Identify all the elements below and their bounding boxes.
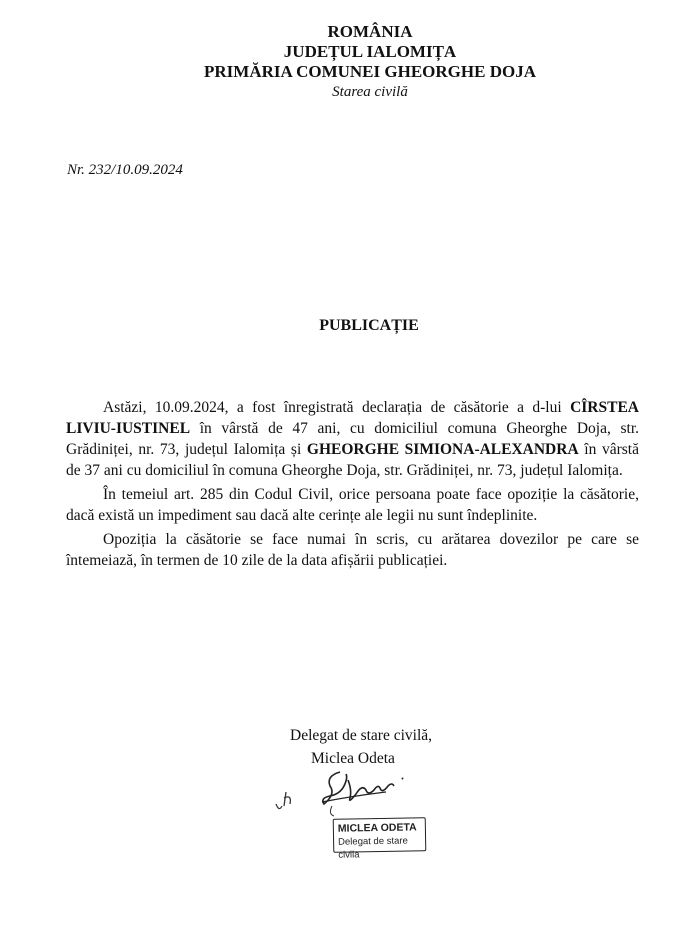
stamp-role: Delegat de stare civila (338, 835, 408, 861)
document-body (66, 397, 639, 574)
document-number: Nr. 232/10.09.2024 (67, 162, 183, 178)
paragraph-declaration (66, 397, 639, 481)
paragraph-legal-basis: În temeiul art. 285 din Codul Civil, orice persoana poate face opoziție la căsătorie, dacă există un impediment sau dacă alte cerințe ale legii nu sunt îndeplinite. (66, 486, 639, 524)
paragraph-opposition: Opoziția la căsătorie se face numai în scris, cu arătarea dovezilor pe care se întemeiază, în termen de 10 zile de la data afișării publicației. (66, 531, 639, 569)
bride-details: în vârstă de 37 ani cu domiciliul în comuna Gheorghe Doja, str. Grădiniței, nr. 73, județul Ialomița. (66, 441, 639, 479)
signatory-name: Miclea Odeta (311, 750, 395, 767)
header-department: Starea civilă (332, 84, 408, 100)
header-country: ROMÂNIA (327, 22, 413, 41)
declaration-intro: Astăzi, 10.09.2024, a fost înregistrată declarația de căsătorie a d-lui (103, 399, 571, 416)
document-header (170, 22, 570, 102)
header-county: JUDEȚUL IALOMIȚA (283, 42, 457, 61)
document-title: PUBLICAȚIE (319, 317, 419, 334)
groom-details: în vârstă de 47 ani, cu domiciliul comuna Gheorghe Doja, str. Grădiniței, nr. 73, județul Ialomița și (66, 420, 639, 458)
header-institution: PRIMĂRIA COMUNEI GHEORGHE DOJA (204, 62, 536, 81)
stamp-name: MICLEA ODETA (337, 821, 417, 835)
official-stamp (333, 817, 427, 861)
groom-name: CÎRSTEA LIVIU-IUSTINEL (66, 399, 639, 437)
signatory-role: Delegat de stare civilă, (290, 727, 433, 744)
bride-name: GHEORGHE SIMIONA-ALEXANDRA (306, 441, 579, 458)
